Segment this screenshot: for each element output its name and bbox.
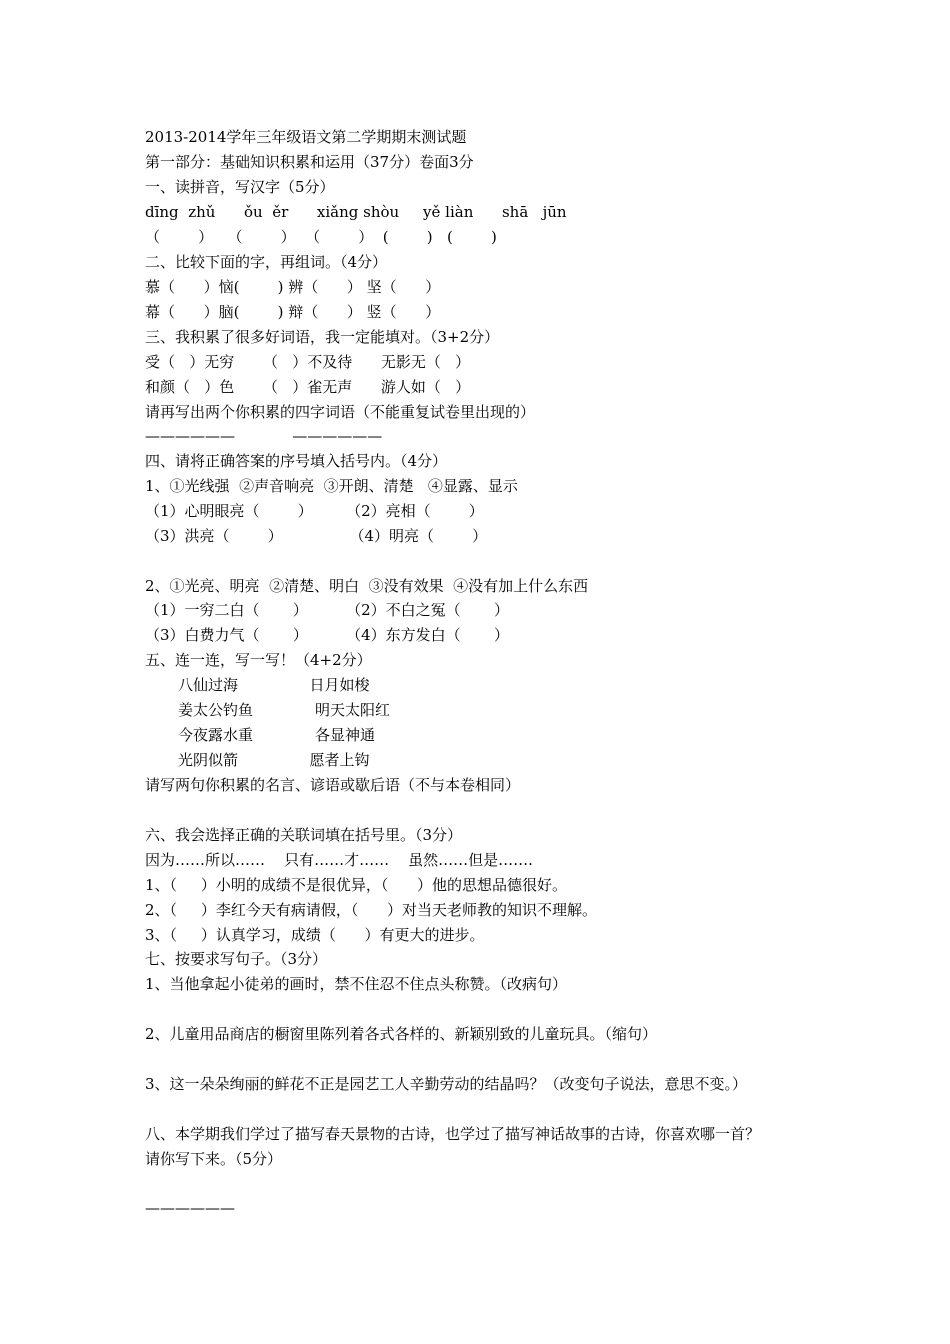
- q3-row: 和颜（ ）色 （ ）雀无声 游人如（ ）: [145, 378, 471, 396]
- q7-sentence: 3、这一朵朵绚丽的鲜花不正是园艺工人辛勤劳动的结晶吗？（改变句子说法，意思不变。）: [145, 1075, 748, 1093]
- q8-answer-blank: ——————: [145, 1199, 235, 1217]
- q4-row: （1）心明眼亮（ ） （2）亮相（ ）: [145, 502, 484, 520]
- q3-answer-blanks: —————— ——————: [145, 427, 383, 445]
- q6-sentence: 2、（ ）李红今天有病请假，（ ）对当天老师教的知识不理解。: [145, 901, 597, 919]
- q6-options: 因为……所以…… 只有……才…… 虽然……但是…….: [145, 851, 533, 869]
- q6-heading: 六、我会选择正确的关联词填在括号里。（3分）: [145, 826, 463, 844]
- q5-pair: 八仙过海 日月如梭: [178, 676, 370, 694]
- q5-pair: 今夜露水重 各显神通: [178, 726, 375, 744]
- q2-row: 幕（ ）脑( ) 辩（ ） 竖（ ）: [145, 303, 441, 321]
- q4-options: 1、①光线强 ②声音响亮 ③开朗、清楚 ④显露、显示: [145, 477, 518, 495]
- q7-sentence: 2、儿童用品商店的橱窗里陈列着各式各样的、新颖别致的儿童玩具。（缩句）: [145, 1025, 658, 1043]
- q1-brackets: （ ） （ ） （ ） ( ) ( ): [145, 228, 497, 246]
- q6-sentence: 3、（ ）认真学习，成绩（ ）有更大的进步。: [145, 926, 485, 944]
- q3-row: 受（ ）无穷 （ ）不及待 无影无（ ）: [145, 353, 471, 371]
- q2-heading: 二、比较下面的字，再组词。（4分）: [145, 253, 388, 271]
- q2-row: 慕（ ）恼( ) 辨（ ） 坚（ ）: [145, 278, 441, 296]
- q4-options: 2、①光亮、明亮 ②清楚、明白 ③没有效果 ④没有加上什么东西: [145, 577, 589, 595]
- q5-pair: 光阴似箭 愿者上钩: [178, 751, 370, 769]
- q1-pinyin: dīng zhǔ ǒu ěr xiǎng shòu yě liàn shā jūn: [145, 203, 567, 221]
- q3-instruction: 请再写出两个你积累的四字词语（不能重复试卷里出现的）: [145, 403, 536, 421]
- q4-heading: 四、请将正确答案的序号填入括号内。（4分）: [145, 452, 448, 470]
- q6-sentence: 1、（ ）小明的成绩不是很优异，（ ）他的思想品德很好。: [145, 876, 567, 894]
- q5-pair: 姜太公钓鱼 明天太阳红: [178, 701, 390, 719]
- exam-title: 2013-2014学年三年级语文第二学期期末测试题: [145, 128, 467, 146]
- q3-heading: 三、我积累了很多好词语，我一定能填对。（3+2分）: [145, 328, 500, 346]
- q5-instruction: 请写两句你积累的名言、谚语或歇后语（不与本卷相同）: [145, 776, 521, 794]
- q4-row: （1）一穷二白（ ） （2）不白之冤（ ）: [145, 601, 509, 619]
- q5-heading: 五、连一连，写一写！（4+2分）: [145, 651, 372, 669]
- q7-sentence: 1、当他拿起小徒弟的画时，禁不住忍不住点头称赞。（改病句）: [145, 975, 568, 993]
- q8-heading-cont: 请你写下来。（5分）: [145, 1150, 283, 1168]
- q8-heading: 八、本学期我们学过了描写春天景物的古诗，也学过了描写神话故事的古诗，你喜欢哪一首？: [145, 1125, 761, 1143]
- q1-heading: 一、读拼音，写汉字（5分）: [145, 178, 335, 196]
- q4-row: （3）洪亮（ ） （4）明亮（ ）: [145, 527, 488, 545]
- q7-heading: 七、按要求写句子。（3分）: [145, 950, 328, 968]
- part-heading: 第一部分：基础知识积累和运用（37分）卷面3分: [145, 153, 474, 171]
- q4-row: （3）白费力气（ ） （4）东方发白（ ）: [145, 626, 509, 644]
